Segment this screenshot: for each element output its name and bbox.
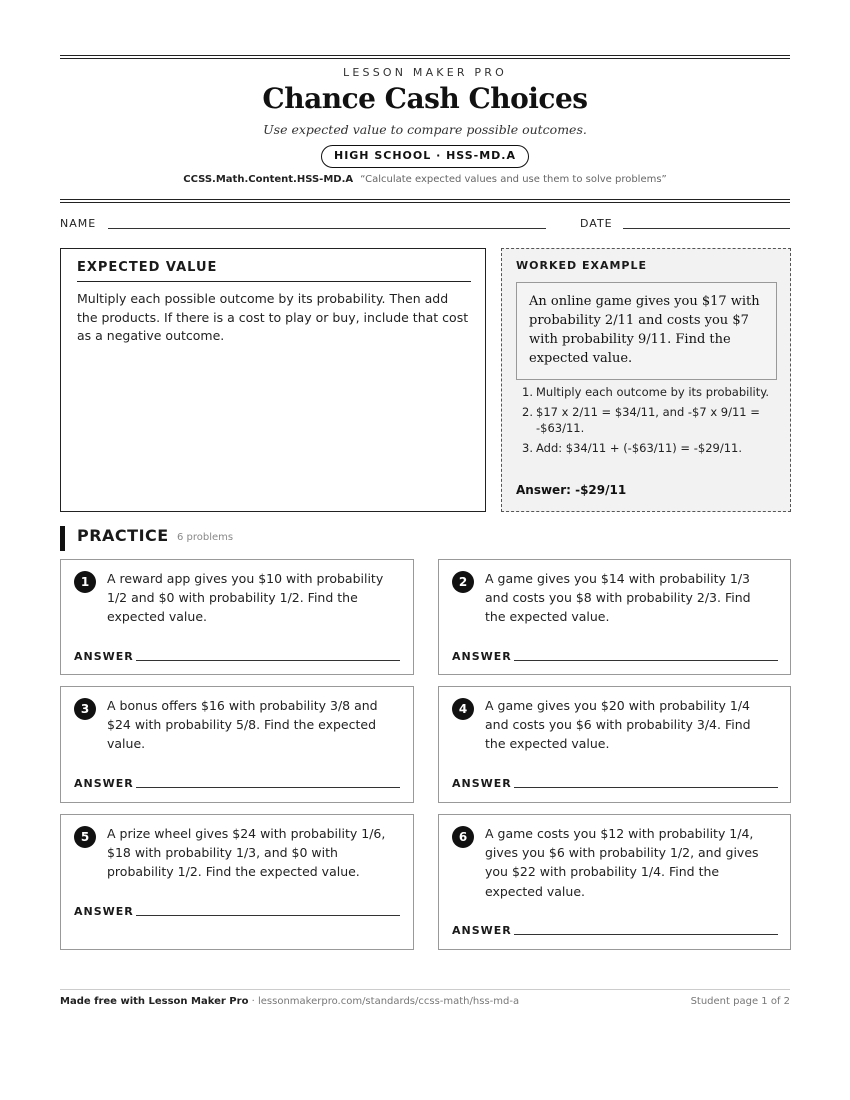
expected-value-text: Multiply each possible outcome by its probability. Then add the products. If there is a cost to play or buy, include that cost as a negative outcome.: [77, 291, 469, 343]
practice-title: PRACTICE: [77, 526, 169, 545]
standard-quote: “Calculate expected values and use them to solve problems”: [360, 174, 667, 185]
answer-label: ANSWER: [452, 924, 512, 937]
problem-text: A game gives you $14 with probability 1/3 and costs you $8 with probability 2/3. Find the expected value.: [485, 571, 751, 625]
footer-credit: [60, 996, 519, 1007]
worked-example-answer: Answer: -$29/11: [516, 483, 627, 497]
answer-field[interactable]: [514, 787, 778, 788]
expected-value-box: [60, 248, 486, 512]
header-bottom-rule-1: [60, 199, 790, 200]
answer-label: ANSWER: [74, 650, 134, 663]
problem-text: A game costs you $12 with probability 1/4, gives you $6 with probability 1/2, and gives you $22 with probability 1/4. Find the expected value.: [485, 826, 759, 899]
step-text: $17 x 2/11 = $34/11, and -$7 x 9/11 = -$63/11.: [536, 404, 760, 435]
problem-card-1: [60, 559, 414, 675]
problem-number-badge: 1: [74, 571, 96, 593]
answer-field[interactable]: [136, 787, 400, 788]
name-field[interactable]: [108, 228, 546, 229]
answer-field[interactable]: [136, 915, 400, 916]
answer-label: ANSWER: [452, 777, 512, 790]
problem-card-3: [60, 686, 414, 803]
brand-name: LESSON MAKER PRO: [343, 66, 507, 79]
step-number: 3.: [522, 440, 533, 455]
header-bottom-rule-2: [60, 202, 790, 203]
answer-label: ANSWER: [452, 650, 512, 663]
problem-card-6: [438, 814, 791, 950]
worked-example-steps: [516, 384, 778, 459]
header-top-rule-2: [60, 58, 790, 59]
worked-example-problem: An online game gives you $17 with probability 2/11 and costs you $7 with probability 9/11. Find the expected value.: [516, 282, 777, 380]
step-number: 2.: [522, 404, 533, 419]
worked-example-step: [516, 384, 778, 401]
answer-field[interactable]: [136, 660, 400, 661]
date-field[interactable]: [623, 228, 790, 229]
page-indicator: Student page 1 of 2: [690, 996, 790, 1007]
level-badge: HIGH SCHOOL · HSS-MD.A: [321, 145, 529, 168]
problem-card-4: [438, 686, 791, 803]
step-text: Multiply each outcome by its probability.: [536, 385, 770, 399]
footer-made-with: Made free with Lesson Maker Pro: [60, 996, 249, 1007]
practice-accent-bar: [60, 526, 65, 551]
problem-number-badge: 5: [74, 826, 96, 848]
problem-text: A bonus offers $16 with probability 3/8 and $24 with probability 5/8. Find the expected value.: [107, 698, 378, 752]
standard-code: CCSS.Math.Content.HSS-MD.A: [183, 174, 354, 185]
answer-field[interactable]: [514, 934, 778, 935]
answer-label: ANSWER: [74, 905, 134, 918]
problem-text: A prize wheel gives $24 with probability 1/6, $18 with probability 1/3, and $0 with probability 1/2. Find the expected value.: [107, 826, 386, 880]
step-text: Add: $34/11 + (-$63/11) = -$29/11.: [536, 440, 742, 455]
problem-card-5: [60, 814, 414, 950]
problem-card-2: [438, 559, 791, 675]
step-number: 1.: [522, 385, 533, 399]
problem-text: A game gives you $20 with probability 1/4 and costs you $6 with probability 3/4. Find the expected value.: [485, 698, 751, 752]
header-top-rule-1: [60, 55, 790, 56]
standard-line: [0, 174, 850, 185]
worked-example-step: [516, 440, 778, 457]
problem-number-badge: 4: [452, 698, 474, 720]
expected-value-heading: EXPECTED VALUE: [77, 260, 471, 282]
name-label: NAME: [60, 217, 97, 230]
answer-label: ANSWER: [74, 777, 134, 790]
worksheet-subtitle: Use expected value to compare possible outcomes.: [263, 122, 587, 137]
worked-example-heading: WORKED EXAMPLE: [516, 259, 647, 272]
footer-rule: [60, 989, 790, 990]
footer-url[interactable]: · lessonmakerpro.com/standards/ccss-math/hss-md-a: [248, 996, 520, 1007]
worked-example-step: [516, 404, 778, 437]
problem-text: A reward app gives you $10 with probability 1/2 and $0 with probability 1/2. Find the expected value.: [107, 571, 384, 625]
problem-number-badge: 6: [452, 826, 474, 848]
practice-count: 6 problems: [177, 532, 234, 543]
date-label: DATE: [580, 217, 613, 230]
answer-field[interactable]: [514, 660, 778, 661]
problem-number-badge: 2: [452, 571, 474, 593]
worked-example-box: [501, 248, 791, 512]
worksheet-title: Chance Cash Choices: [262, 82, 588, 115]
problem-number-badge: 3: [74, 698, 96, 720]
